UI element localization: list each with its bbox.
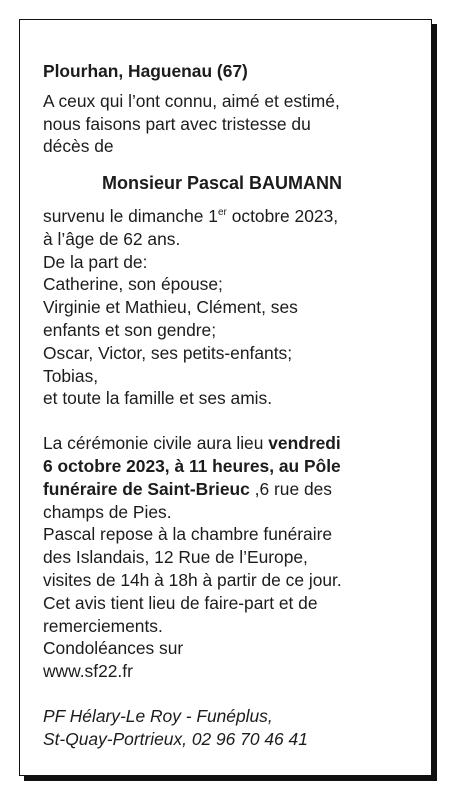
- notice-content: [43, 57, 403, 751]
- section-spacer: [43, 683, 403, 705]
- death-date-prefix: survenu le dimanche 1: [43, 205, 218, 226]
- ceremony-day: vendredi: [268, 433, 341, 454]
- family-line: enfants et son gendre;: [43, 319, 217, 340]
- details-line: visites de 14h à 18h à partir de ce jour.: [43, 569, 342, 590]
- death-date-ordinal: er: [217, 206, 227, 218]
- condolences-website: www.sf22.fr: [43, 661, 133, 682]
- intro-line: décès de: [43, 136, 114, 157]
- ceremony-text: La cérémonie civile aura lieu: [43, 433, 269, 454]
- funeral-home-line: PF Hélary-Le Roy - Funéplus,: [43, 705, 273, 726]
- funeral-home-contact: St-Quay-Portrieux, 02 96 70 46 41: [43, 728, 308, 749]
- death-date-suffix: octobre 2023,: [226, 205, 339, 226]
- details-line: remerciements.: [43, 615, 163, 636]
- death-date-line: [43, 205, 403, 228]
- family-line: Catherine, son épouse;: [43, 274, 223, 295]
- family-line: Oscar, Victor, ses petits-enfants;: [43, 342, 293, 363]
- ceremony-place-line: [43, 478, 403, 501]
- ceremony-address: ,6 rue des: [249, 478, 332, 499]
- ceremony-date-time: 6 octobre 2023, à 11 heures, au Pôle: [43, 455, 341, 476]
- intro-line: nous faisons part avec tristesse du: [43, 113, 311, 134]
- family-line: Tobias,: [43, 365, 99, 386]
- deceased-name: Monsieur Pascal BAUMANN: [101, 173, 343, 194]
- family-line: De la part de:: [43, 251, 148, 272]
- notice-location: Plourhan, Haguenau (67): [43, 61, 248, 81]
- details-line: Pascal repose à la chambre funéraire: [43, 524, 333, 545]
- section-spacer: [43, 410, 403, 432]
- age-line: à l’âge de 62 ans.: [43, 228, 181, 249]
- details-line: des Islandais, 12 Rue de l’Europe,: [43, 547, 308, 568]
- ceremony-place: funéraire de Saint-Brieuc: [43, 478, 250, 499]
- ceremony-address-line: champs de Pies.: [43, 501, 172, 522]
- ceremony-line: [43, 432, 403, 455]
- intro-line: A ceux qui l’ont connu, aimé et estimé,: [43, 90, 340, 111]
- family-line: Virginie et Mathieu, Clément, ses: [43, 297, 298, 318]
- details-line: Condoléances sur: [43, 638, 184, 659]
- details-line: Cet avis tient lieu de faire-part et de: [43, 592, 318, 613]
- family-line: et toute la famille et ses amis.: [43, 388, 273, 409]
